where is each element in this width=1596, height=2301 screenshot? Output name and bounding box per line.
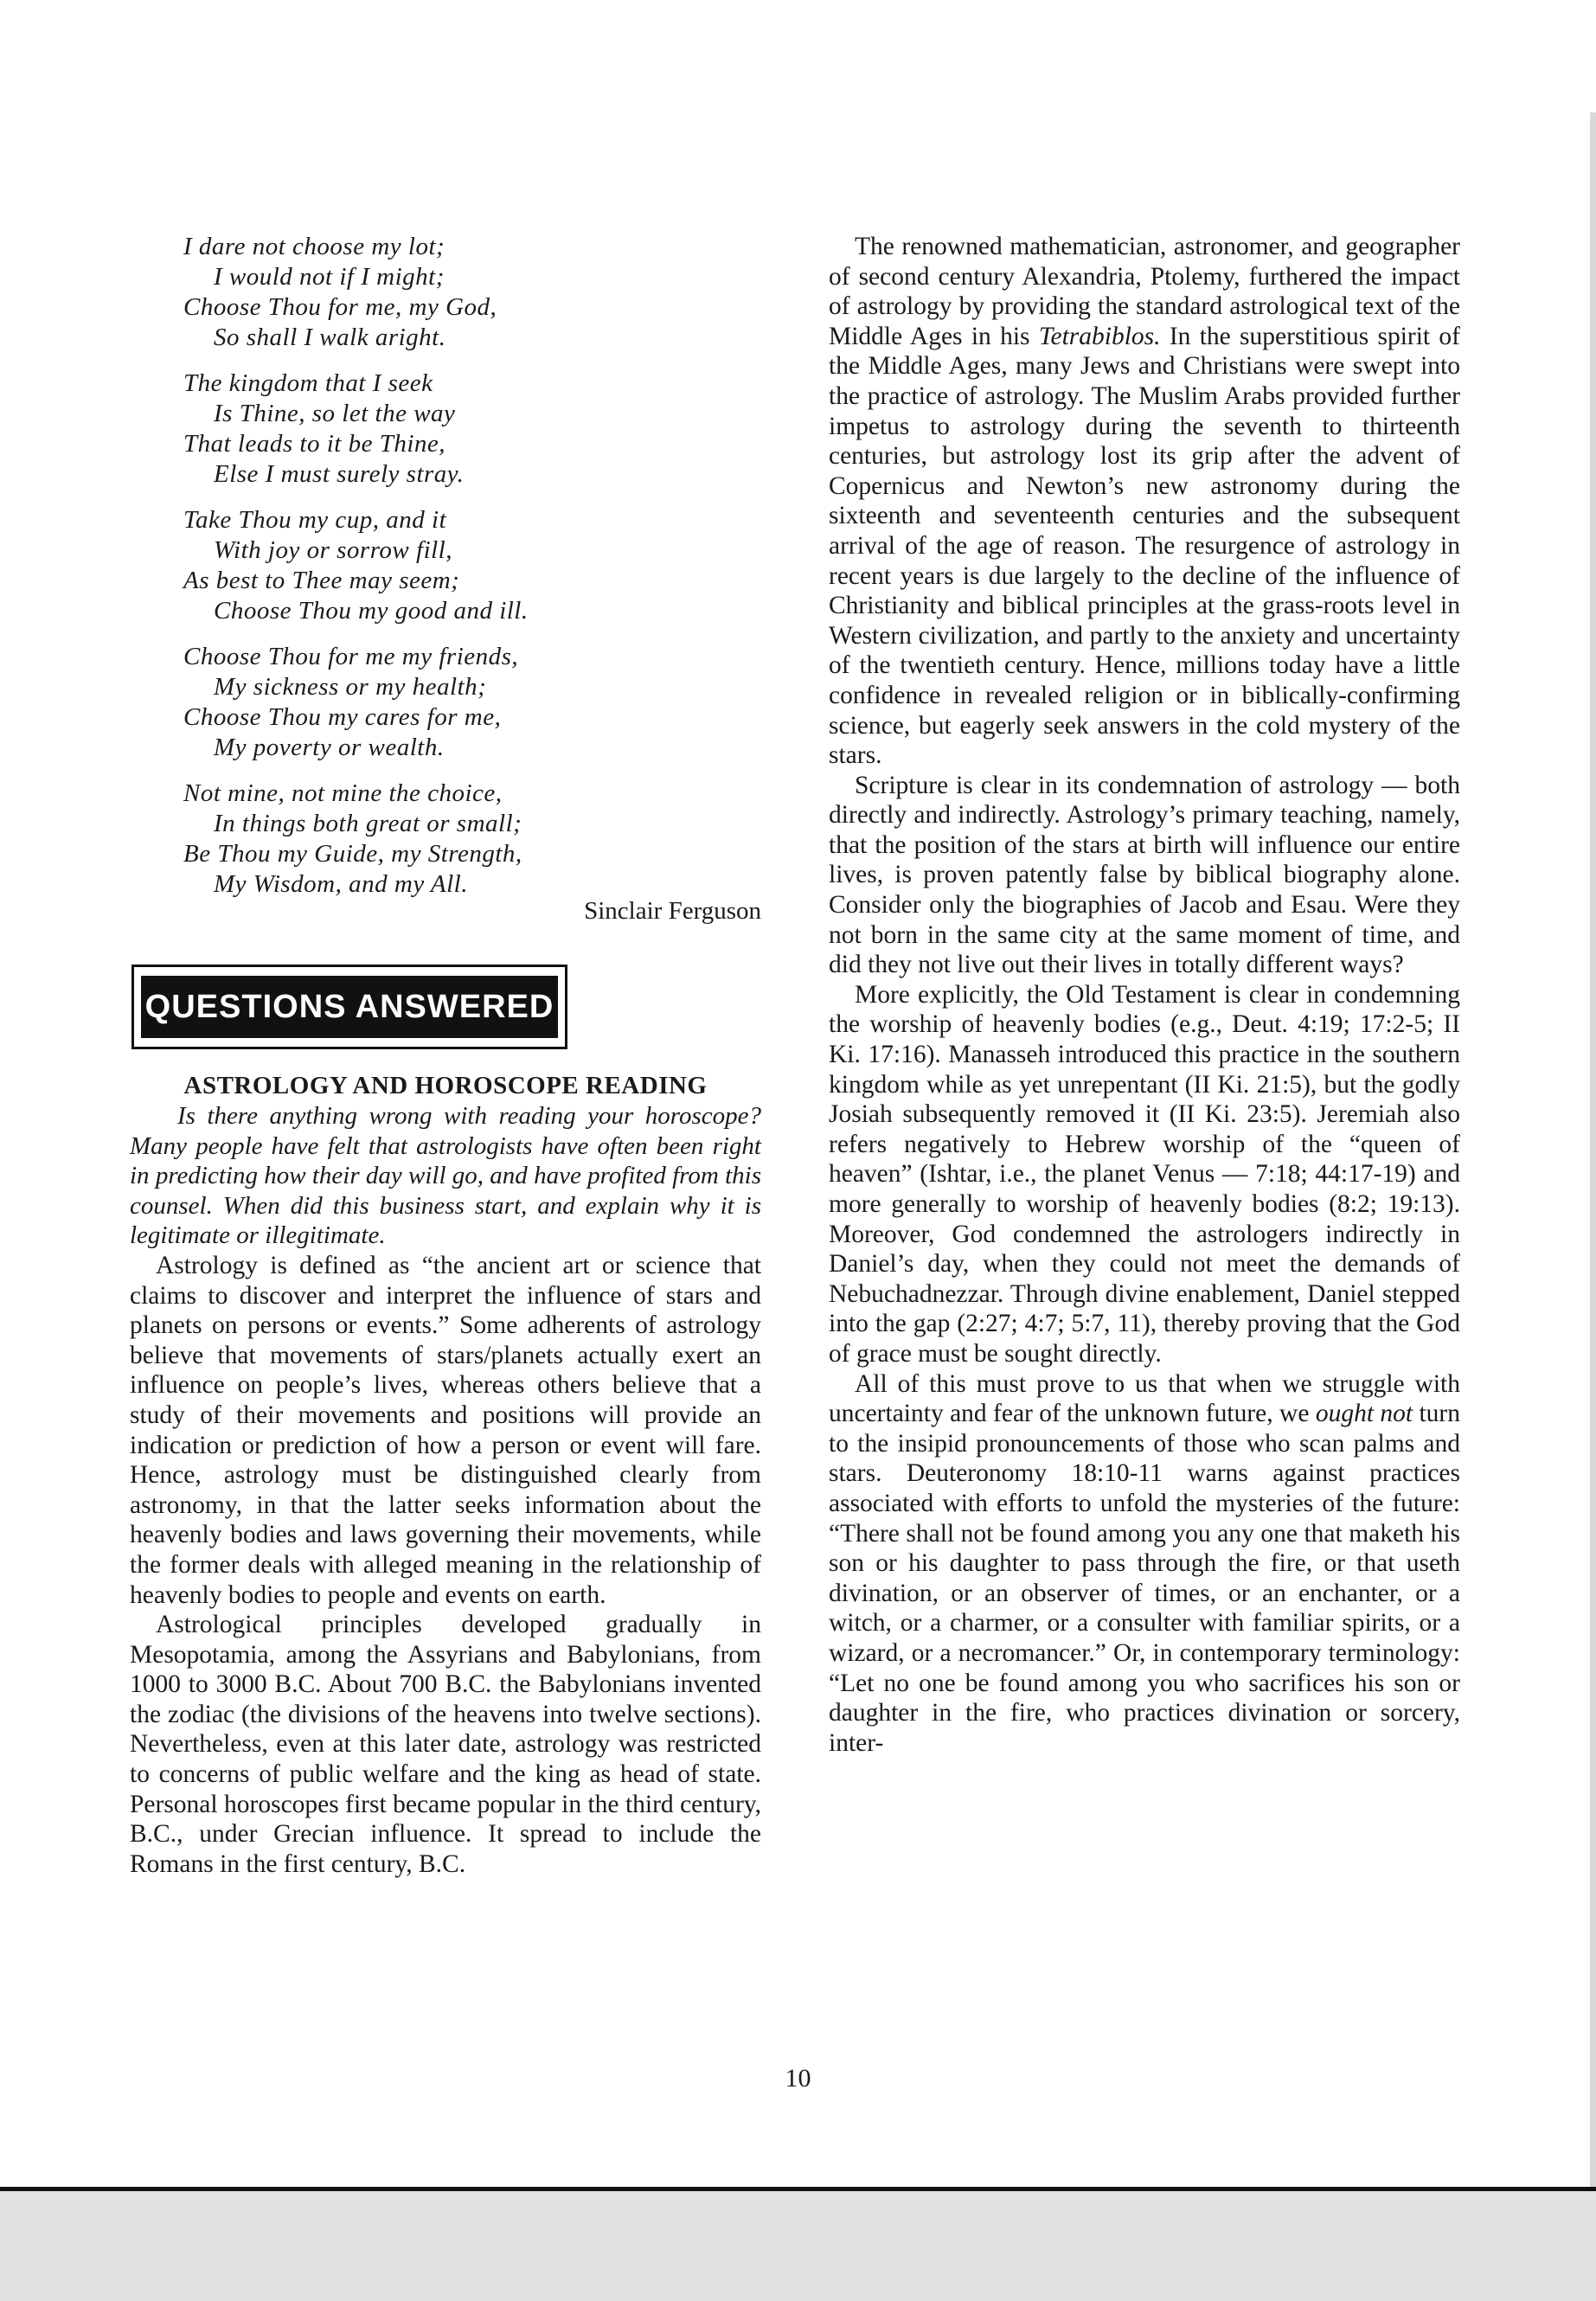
page-number: 10 bbox=[785, 2064, 811, 2093]
poem-stanza bbox=[183, 505, 761, 626]
poem-stanza bbox=[183, 232, 761, 353]
reader-question: Is there anything wrong with reading your horoscope? Many people have felt that astrologists have often been right in predicting how their day will go, and have profited from this counsel. When did this business start, and explain why it is legitimate or illegitimate. bbox=[130, 1102, 761, 1250]
paragraph-text: The renowned mathematician, astronomer, and geographer of second century Alexandria, Ptolemy, furthered the impact of astrology by providing the standard astrological text of the Middle Ages in his bbox=[829, 233, 1460, 350]
poem bbox=[183, 232, 761, 900]
poem-line: I dare not choose my lot; bbox=[183, 233, 445, 260]
poem-line: As best to Thee may seem; bbox=[183, 567, 460, 594]
poem-line: Choose Thou for me my friends, bbox=[183, 643, 519, 670]
poem-attribution: Sinclair Ferguson bbox=[584, 897, 761, 925]
poem-line: Is Thine, so let the way bbox=[214, 400, 456, 427]
poem-line: Take Thou my cup, and it bbox=[183, 506, 447, 534]
poem-line: My sickness or my health; bbox=[214, 673, 487, 701]
poem-line: Choose Thou my good and ill. bbox=[214, 597, 529, 625]
scan-bottom-margin bbox=[0, 2191, 1596, 2301]
body-paragraph bbox=[829, 1369, 1460, 1759]
section-banner-box bbox=[131, 965, 567, 1049]
emphasis: ought not bbox=[1315, 1400, 1413, 1428]
body-paragraph: Astrological principles developed gradually in Mesopotamia, among the Assyrians and Babylonians, from 1000 to 3000 B.C. About 700 B.C. the Babylonians invented the zodiac (the divisions of the heavens into twelve sections). Nevertheless, even at this later date, astrology was restricted to concerns of public welfare and the king as head of state. Personal horoscopes first became popular in the third century, B.C., under Grecian influence. It spread to include the Romans in the first century, B.C. bbox=[130, 1611, 761, 1878]
poem-line: The kingdom that I seek bbox=[183, 369, 433, 397]
paragraph-text: All of this must prove to us that when we struggle with uncertainty and fear of the unknown future, we bbox=[829, 1369, 1460, 1428]
poem-stanza bbox=[183, 369, 761, 490]
poem-line: So shall I walk aright. bbox=[214, 324, 446, 351]
body-paragraph: More explicitly, the Old Testament is clear in condemning the worship of heavenly bodies (e.g., Deut. 4:19; 17:2-5; II Ki. 17:16). Manasseh introduced this practice in the southern kingdom while as yet unrepentant (II Ki. 21:5), but the godly Josiah subsequently removed it (II Ki. 23:5). Jeremiah also refers negatively to Hebrew worship of the “queen of heaven” (Ishtar, i.e., the planet Venus — 7:18; 44:17-19) and more generally to worship of heavenly bodies (8:2; 19:13). Moreover, God condemned the astrologers indirectly in Daniel’s day, when they could not meet the demands of Nebuchadnezzar. Through divine enablement, Daniel stepped into the gap (2:27; 4:7; 5:7, 11), thereby proving that the God of grace must be sought directly. bbox=[829, 980, 1460, 1368]
poem-line: Be Thou my Guide, my Strength, bbox=[183, 840, 522, 868]
left-column bbox=[130, 232, 761, 1879]
paragraph-text: turn to the insipid pronouncements of those who scan palms and stars. Deuteronomy 18:10-11 warns against practices associated with efforts to unfold the mysteries of the future: “There shall not be found among you any one that maketh his son or his daughter to pass through the fire, or that useth divination, or an observer of times, or an enchanter, or a witch, or a charmer, or a consulter with familiar spirits, or a wizard, or a necromancer.” Or, in contemporary terminology: “Let no one be found among you who sacrifices his son or daughter in the fire, who practices divination or sorcery, inter- bbox=[829, 1400, 1460, 1757]
poem-stanza bbox=[183, 642, 761, 763]
poem-line: My Wisdom, and my All. bbox=[214, 870, 468, 898]
article-heading: ASTROLOGY AND HOROSCOPE READING bbox=[183, 1072, 708, 1099]
book-title: Tetrabiblos. bbox=[1038, 322, 1161, 350]
right-column bbox=[829, 232, 1460, 1758]
poem-line: My poverty or wealth. bbox=[214, 734, 445, 761]
scan-top-margin bbox=[0, 0, 1596, 112]
body-paragraph: Scripture is clear in its condemnation of astrology — both directly and indirectly. Astrology’s primary teaching, namely, that the position of the stars at birth will influence our entire lives, is proven patently false by biblical biography alone. Consider only the biographies of Jacob and Esau. Were they not born in the same city at the same moment of time, and did they not live out their lives in totally different ways? bbox=[829, 771, 1460, 979]
poem-line: With joy or sorrow fill, bbox=[214, 536, 452, 564]
poem-line: That leads to it be Thine, bbox=[183, 430, 445, 458]
page-edge bbox=[1590, 112, 1596, 2189]
poem-line: In things both great or small; bbox=[214, 810, 522, 837]
poem-stanza bbox=[183, 779, 761, 900]
poem-line: I would not if I might; bbox=[214, 263, 445, 291]
poem-line: Choose Thou my cares for me, bbox=[183, 703, 502, 731]
section-banner: QUESTIONS ANSWERED bbox=[141, 976, 558, 1038]
body-paragraph: Astrology is defined as “the ancient art or science that claims to discover and interpret the influence of stars and planets on persons or events.” Some adherents of astrology believe that movements of stars/planets actually exert an influence on people’s lives, whereas others believe that a study of their movements and positions will provide an indication or prediction of how a person or event will fare. Hence, astrology must be distinguished clearly from astronomy, in that the latter seeks information about the heavenly bodies and laws governing their movements, while the former deals with alleged meaning in the relationship of heavenly bodies to people and events on earth. bbox=[130, 1251, 761, 1609]
body-paragraph bbox=[829, 232, 1460, 771]
poem-line: Else I must surely stray. bbox=[214, 460, 465, 488]
poem-line: Choose Thou for me, my God, bbox=[183, 293, 497, 321]
paragraph-text: In the superstitious spirit of the Middle Ages, many Jews and Christians were swept into the practice of astrology. The Muslim Arabs provided further impetus to astrology during the seventh to thirteenth centuries, but astrology lost its grip after the advent of Copernicus and Newton’s new astronomy during the sixteenth and seventeenth centuries and the subsequent arrival of the age of reason. The resurgence of astrology in recent years is due largely to the decline of the influence of Christianity and biblical principles at the grass-roots level in Western civilization, and partly to the anxiety and uncertainty of the twentieth century. Hence, millions today have a little confidence in revealed religion or in biblically-confirming science, but eagerly seek answers in the cold mystery of the stars. bbox=[829, 322, 1461, 770]
poem-line: Not mine, not mine the choice, bbox=[183, 779, 503, 807]
